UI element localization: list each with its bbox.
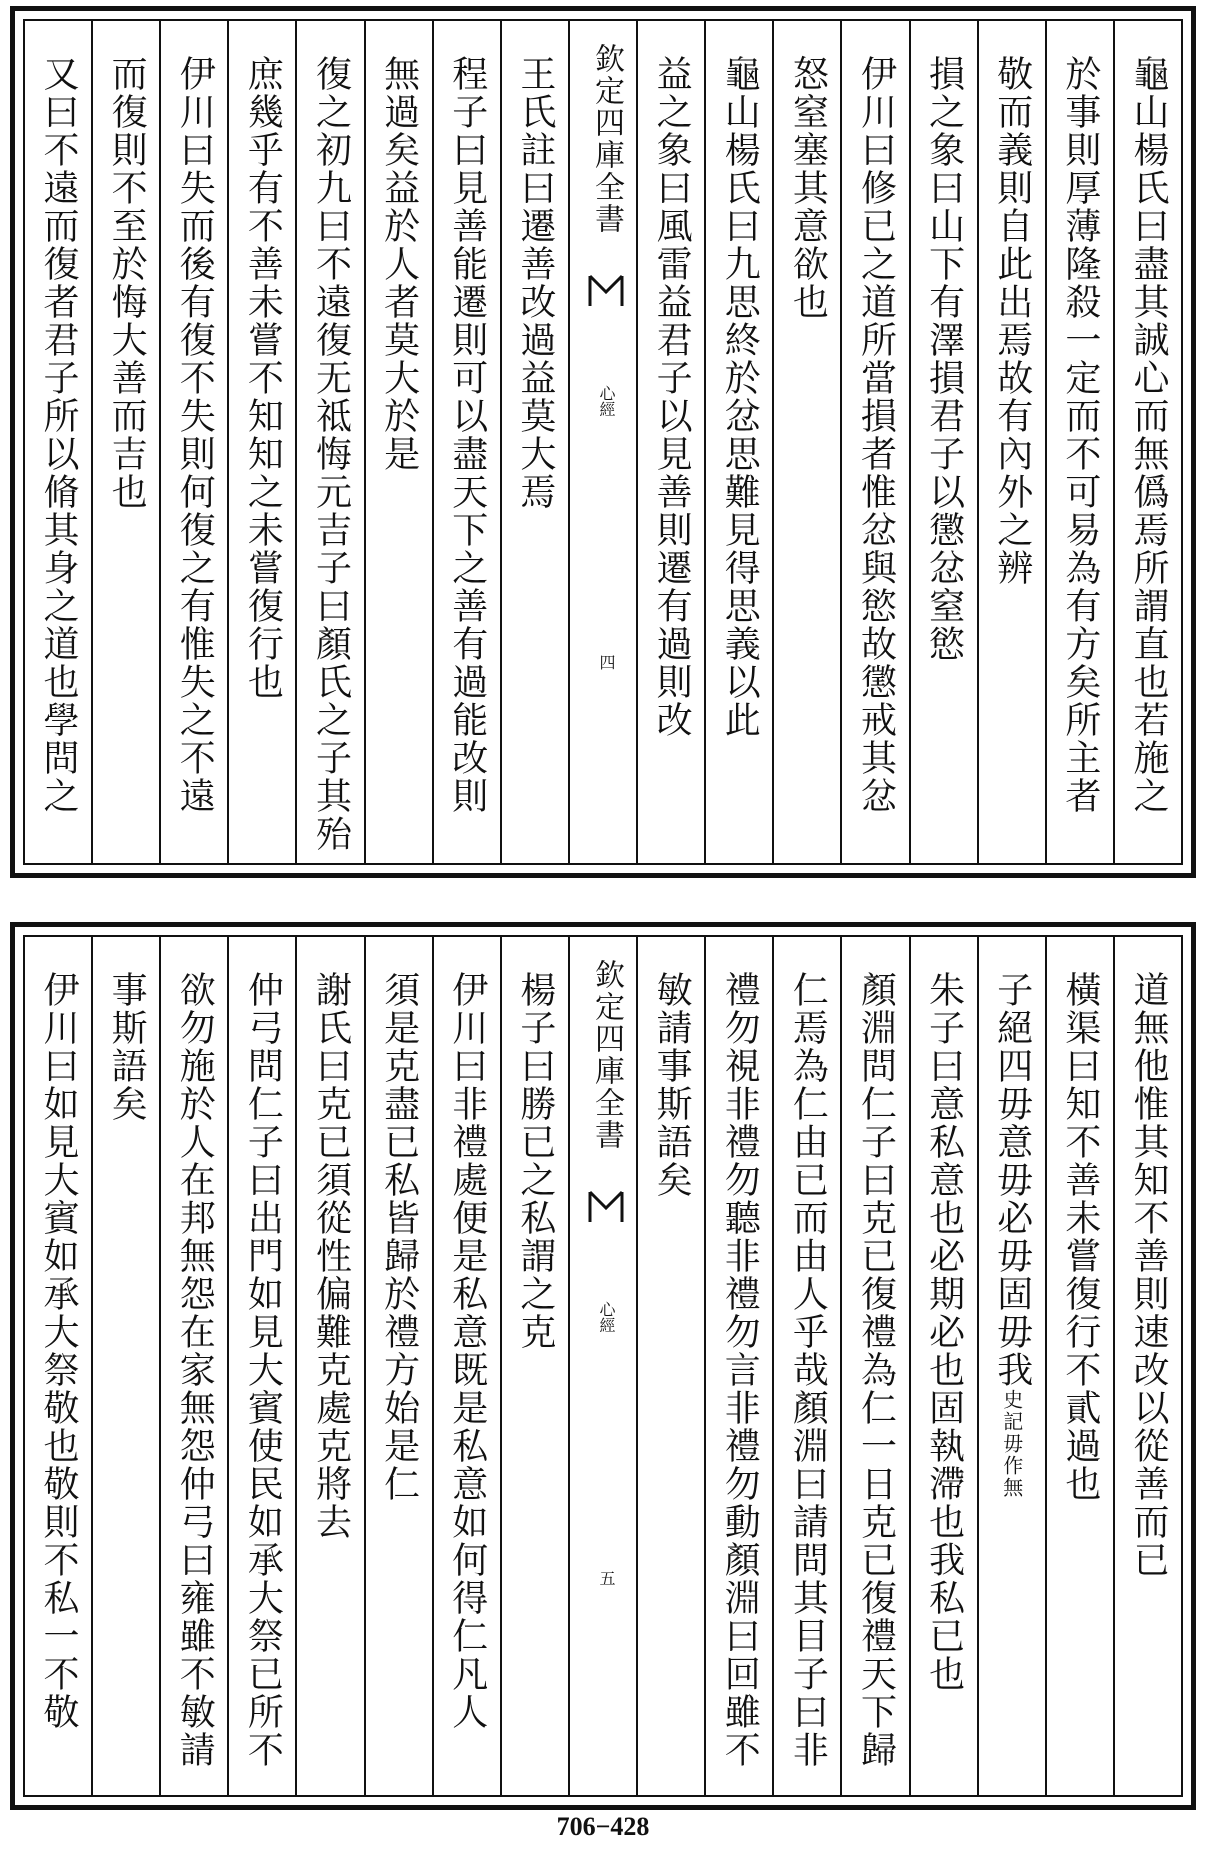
top-page: [10, 6, 1196, 878]
text-column: 橫渠曰知不善未嘗復行不貳過也: [1045, 937, 1113, 1795]
text-column: 王氏註曰遷善改過益莫大焉: [500, 21, 568, 863]
bottom-page-columns: [23, 935, 1183, 1797]
fishtail-ornament-icon: [588, 1188, 624, 1224]
text-column: 伊川曰非禮處便是私意既是私意如何得仁凡人: [432, 937, 500, 1795]
text-column: 於事則厚薄隆殺一定而不可易為有方矣所主者: [1045, 21, 1113, 863]
text-column: 敏請事斯語矣: [636, 937, 704, 1795]
text-column: 須是克盡已私皆歸於禮方始是仁: [364, 937, 432, 1795]
text-column: 無過矣益於人者莫大於是: [364, 21, 432, 863]
text-column: 事斯語矣: [91, 937, 159, 1795]
text-column: 朱子曰意私意也必期必也固執滯也我私已也: [909, 937, 977, 1795]
text-column: 龜山楊氏曰九思終於忿思難見得思義以此: [704, 21, 772, 863]
center-fold-column: [568, 937, 636, 1795]
page-reference-number: 706−428: [556, 1812, 650, 1841]
book-name: 心經: [597, 385, 616, 417]
text-column: 怒窒塞其意欲也: [772, 21, 840, 863]
text-column: 伊川曰修已之道所當損者惟忿與慾故懲戒其忿: [840, 21, 908, 863]
text-column: 顏淵問仁子曰克已復禮為仁一日克已復禮天下歸: [840, 937, 908, 1795]
book-name: 心經: [597, 1301, 616, 1333]
text-column: 益之象曰風雷益君子以見善則遷有過則改: [636, 21, 704, 863]
center-fold-column: [568, 21, 636, 863]
text-column: 仁焉為仁由已而由人乎哉顏淵曰請問其目子曰非: [772, 937, 840, 1795]
running-title: 欽定四庫全書: [589, 959, 624, 1151]
text-column: 敬而義則自此出焉故有內外之辨: [977, 21, 1045, 863]
text-column: 伊川曰失而後有復不失則何復之有惟失之不遠: [159, 21, 227, 863]
text-column: 程子曰見善能遷則可以盡天下之善有過能改則: [432, 21, 500, 863]
top-page-columns: [23, 19, 1183, 865]
text-column: 庶幾乎有不善未嘗不知知之未嘗復行也: [227, 21, 295, 863]
text-column: 禮勿視非禮勿聽非禮勿言非禮勿動顏淵曰回雖不: [704, 937, 772, 1795]
text-column: 楊子曰勝已之私謂之克: [500, 937, 568, 1795]
bottom-page: [10, 922, 1196, 1810]
text-column: 欲勿施於人在邦無怨在家無怨仲弓曰雍雖不敏請: [159, 937, 227, 1795]
text-column: 道無他惟其知不善則速改以從善而已: [1113, 937, 1181, 1795]
text-column: 龜山楊氏曰盡其誠心而無僞焉所謂直也若施之: [1113, 21, 1181, 863]
interlinear-note: 史記毋作無: [999, 1389, 1024, 1499]
text-column: 伊川曰如見大賓如承大祭敬也敬則不私一不敬: [38, 971, 79, 1731]
running-title: 欽定四庫全書: [589, 43, 624, 235]
leaf-number: 五: [597, 1570, 616, 1586]
text-column-with-note: [977, 937, 1045, 1795]
fishtail-ornament-icon: [588, 272, 624, 308]
text-column: 仲弓問仁子曰出門如見大賓使民如承大祭已所不: [227, 937, 295, 1795]
column-text: 子絕四毋意毋必毋固毋我: [991, 971, 1033, 1389]
text-column: 復之初九曰不遠復无祗悔元吉子曰顏氏之子其殆: [295, 21, 363, 863]
text-column: 而復則不至於悔大善而吉也: [91, 21, 159, 863]
text-column: 又曰不遠而復者君子所以脩其身之道也學問之: [38, 55, 79, 815]
text-column: 損之象曰山下有澤損君子以懲忿窒慾: [909, 21, 977, 863]
leaf-number: 四: [597, 654, 616, 670]
text-column: 謝氏曰克已須從性偏難克處克將去: [295, 937, 363, 1795]
